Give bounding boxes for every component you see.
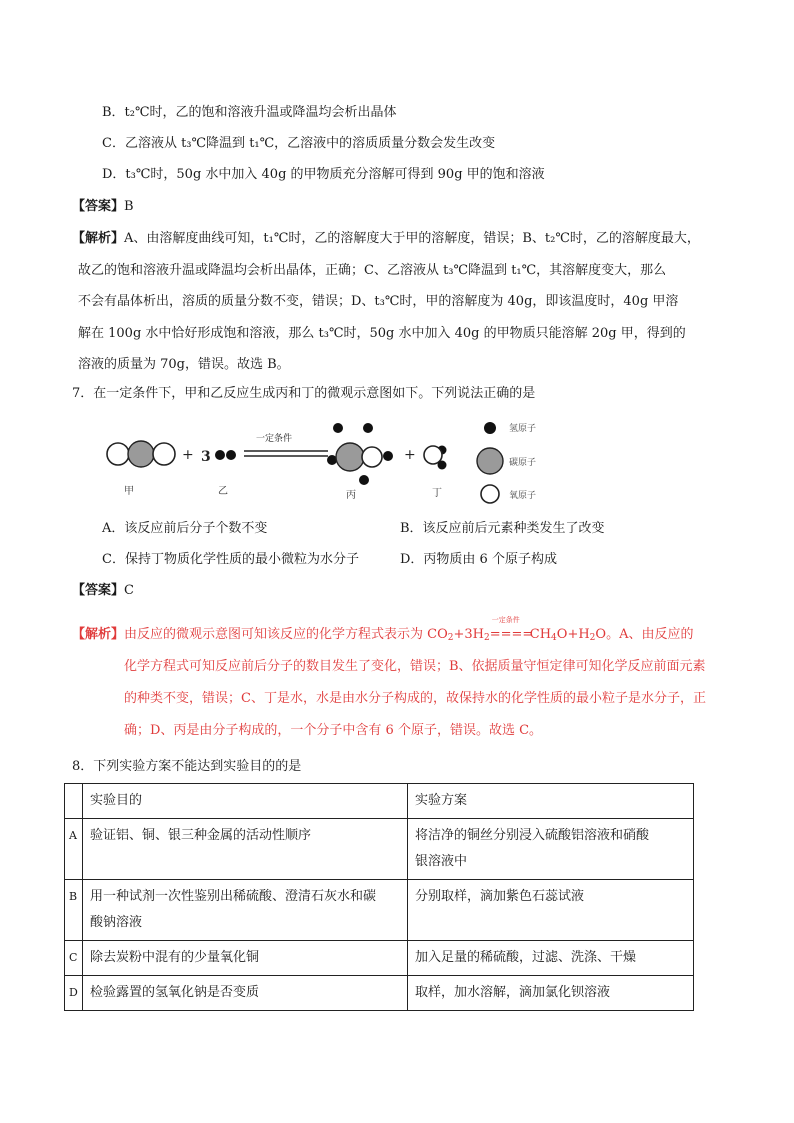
q6-analysis-line-3: 不会有晶体析出，溶质的质量分数不变，错误；D、t₃℃时，甲的溶解度为 40g，即该温度时，40g 甲溶 bbox=[78, 294, 679, 309]
q7-option-d: D．丙物质由 6 个原子构成 bbox=[400, 552, 557, 567]
q7-option-c: C．保持丁物质化学性质的最小微粒为水分子 bbox=[102, 552, 359, 567]
q7-analysis-line-4: 确；D、丙是由分子构成的，一个分子中含有 6 个原子，错误。故选 C。 bbox=[124, 723, 543, 738]
table-row: B 用一种试剂一次性鉴别出稀硫酸、澄清石灰水和碳 酸钠溶液 分别取样，滴加紫色石蕊试液 bbox=[65, 880, 694, 941]
legend-oxygen-label: 氧原子 bbox=[509, 491, 537, 501]
q8-stem: 8．下列实验方案不能达到实验目的的是 bbox=[72, 759, 302, 774]
label-ding: 丁 bbox=[432, 488, 442, 499]
plus-sign-1: + bbox=[182, 447, 194, 463]
legend-hydrogen-label: 氢原子 bbox=[509, 424, 537, 434]
q6-option-c: C．乙溶液从 t₃℃降温到 t₁℃，乙溶液中的溶质质量分数会发生改变 bbox=[102, 136, 496, 151]
table-row: D 检验露置的氢氧化钠是否变质 取样，加水溶解，滴加氯化钡溶液 bbox=[65, 976, 694, 1011]
formula-ch4o-h2o: $CH_4O+H_2O$ bbox=[529, 627, 607, 643]
q6-option-b: B．t₂℃时，乙的饱和溶液升温或降温均会析出晶体 bbox=[102, 105, 397, 120]
product-ding-molecule bbox=[424, 446, 447, 470]
label-jia: 甲 bbox=[124, 486, 134, 497]
answer-value: B bbox=[124, 199, 134, 214]
header-plan: 实验方案 bbox=[408, 784, 694, 819]
q7-option-a: A．该反应前后分子个数不变 bbox=[102, 521, 268, 536]
legend-hydrogen-symbol bbox=[484, 422, 496, 434]
table-header-row bbox=[65, 784, 694, 819]
legend-carbon-label: 碳原子 bbox=[509, 458, 537, 468]
header-purpose: 实验目的 bbox=[83, 784, 408, 819]
analysis-label-red: 【解析】 bbox=[72, 627, 125, 642]
reactant-yi-molecule bbox=[215, 450, 236, 460]
q6-analysis-line-1: 【解析】A、由溶解度曲线可知，t₁℃时，乙的溶解度大于甲的溶解度，错误；B、t₂℃时，乙的溶解度最大， bbox=[72, 231, 700, 246]
analysis-label: 【解析】 bbox=[72, 231, 125, 246]
q7-option-b: B．该反应前后元素种类发生了改变 bbox=[400, 521, 605, 536]
table-row: A 验证铝、铜、银三种金属的活动性顺序 将洁净的铜丝分别浸入硫酸铝溶液和硝酸 银溶液中 bbox=[65, 819, 694, 880]
formula-condition-sign: 一定条件 ==== bbox=[489, 616, 534, 642]
reaction-micro-diagram bbox=[96, 418, 596, 518]
plus-sign-2: + bbox=[404, 447, 416, 463]
q7-analysis-line-1: 【解析】由反应的微观示意图可知该反应的化学方程式表示为 $CO_2+3H_2$ 一定条件 $====CH_4O+H_2O$。A、由反应的 bbox=[72, 616, 694, 643]
reaction-condition: 一定条件 bbox=[256, 434, 293, 444]
q6-option-d: D．t₃℃时，50g 水中加入 40g 的甲物质充分溶解可得到 90g 甲的饱和溶液 bbox=[102, 167, 545, 182]
legend-carbon-symbol bbox=[477, 448, 503, 474]
q6-analysis-line-4: 解在 100g 水中恰好形成饱和溶液，那么 t₃℃时，50g 水中加入 40g 的甲物质只能溶解 20g 甲，得到的 bbox=[78, 326, 686, 341]
table-row: C 除去炭粉中混有的少量氧化铜 加入足量的稀硫酸，过滤、洗涤、干燥 bbox=[65, 941, 694, 976]
q7-answer: 【答案】C bbox=[72, 583, 134, 598]
atom-legend bbox=[477, 422, 536, 503]
product-bing-molecule bbox=[327, 423, 393, 485]
label-bing: 丙 bbox=[346, 490, 356, 501]
q7-analysis-line-3: 的种类不变，错误；C、丁是水，水是由水分子构成的，故保持水的化学性质的最小粒子是水分子，正 bbox=[124, 691, 706, 706]
formula-co2-3h2: $CO_2+3H_2$ bbox=[427, 627, 490, 643]
q6-analysis-line-5: 溶液的质量为 70g，错误。故选 B。 bbox=[78, 357, 290, 372]
q6-analysis-line-2: 故乙的饱和溶液升温或降温均会析出晶体，正确；C、乙溶液从 t₃℃降温到 t₁℃，其溶解度变大，那么 bbox=[78, 263, 667, 278]
coefficient-3: 3 bbox=[201, 449, 211, 465]
label-yi: 乙 bbox=[218, 486, 228, 497]
q8-table bbox=[64, 783, 694, 1011]
reactant-jia-molecule bbox=[107, 441, 175, 467]
q6-answer bbox=[72, 198, 134, 216]
legend-oxygen-symbol bbox=[481, 485, 499, 503]
answer-label: 【答案】 bbox=[72, 199, 125, 214]
reaction-condition-arrow bbox=[244, 432, 328, 456]
q7-analysis-line-2: 化学方程式可知反应前后分子的数目发生了变化，错误；B、依据质量守恒定律可知化学反应前面元素 bbox=[124, 659, 706, 674]
q7-stem: 7．在一定条件下，甲和乙反应生成丙和丁的微观示意图如下。下列说法正确的是 bbox=[72, 386, 536, 401]
